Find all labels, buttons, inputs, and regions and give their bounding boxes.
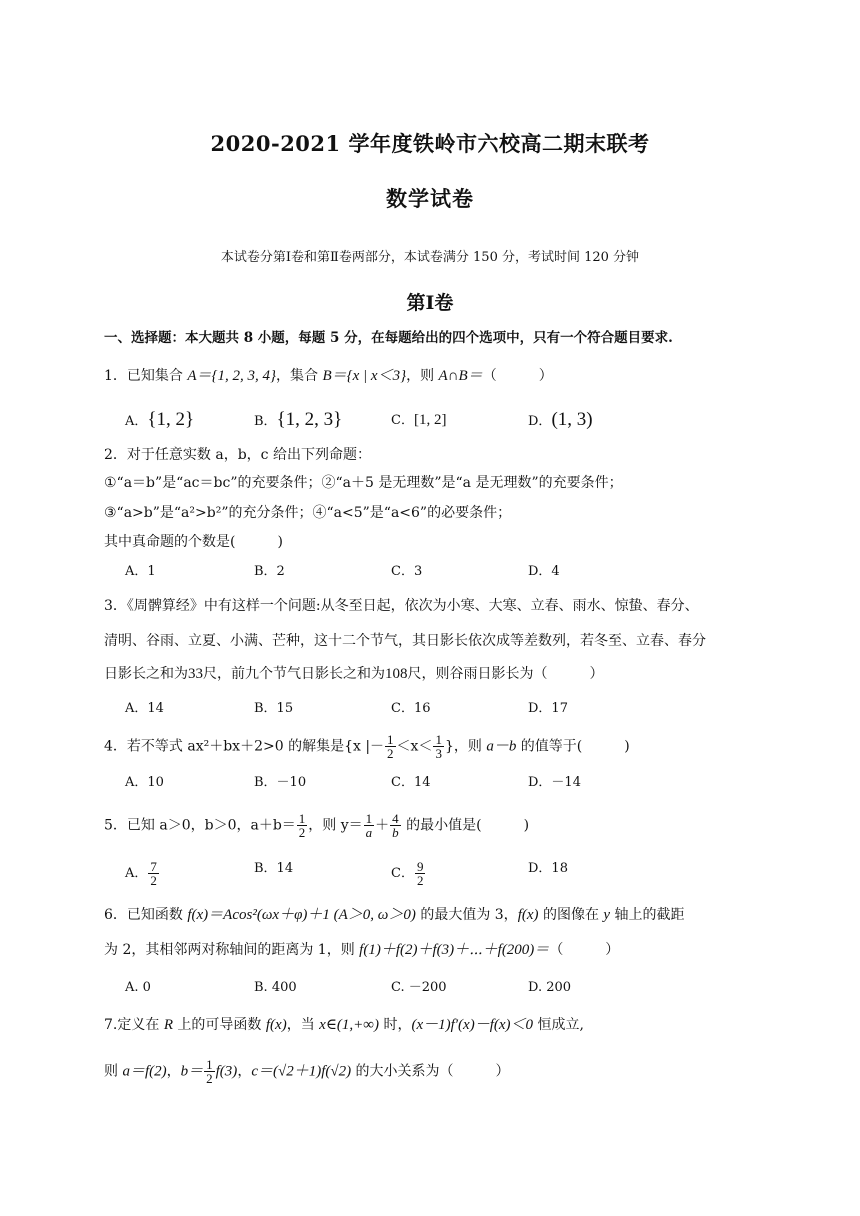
q3-value-2: 108	[385, 666, 408, 682]
denominator: 3	[435, 746, 442, 761]
option-value: [1, 2]	[413, 412, 447, 428]
q1-option-a	[125, 411, 194, 431]
q7-r: R	[163, 1017, 173, 1033]
q6-option-b: B. 400	[254, 980, 297, 995]
q7-sep: ，	[166, 1063, 181, 1080]
q3-value-1: 33	[188, 666, 203, 682]
q5-plus: ＋	[375, 817, 390, 834]
option-value: {1, 2, 3}	[276, 409, 343, 430]
q6-fx: f(x)	[517, 907, 539, 923]
question-6-line-1	[104, 906, 685, 924]
option-value: {1, 2}	[147, 409, 195, 430]
q1-option-b	[254, 411, 342, 431]
fraction-third	[433, 733, 444, 760]
q4-text-tail: }，则	[444, 738, 487, 755]
q3-option-b: B．15	[254, 701, 294, 716]
q6-y: y	[603, 907, 611, 923]
q6-text-2: 为 2，其相邻两对称轴间的距离为 1，则	[104, 942, 360, 958]
denominator: 2	[387, 746, 394, 761]
q1-text-mid: ，集合	[276, 368, 323, 384]
numerator: 9	[416, 859, 424, 874]
q2-option-d: D．4	[528, 564, 560, 579]
numerator: 1	[206, 1057, 213, 1072]
question-5	[104, 812, 529, 839]
option-label: B．14	[254, 861, 294, 876]
q4-option-d: D．－14	[528, 775, 581, 790]
question-2-line-2: ③“a>b”是“a²>b²”的充分条件；④“a<5”是“a<6”的必要条件；	[104, 505, 512, 521]
q5-option-b	[254, 860, 293, 878]
question-3-line-2: 清明、谷雨、立夏、小满、芒种，这十二个节气，其日影长依次成等差数列，若冬至、立春、春分	[104, 633, 706, 649]
denominator: 2	[298, 825, 306, 840]
exam-subject: 数学试卷	[386, 186, 474, 211]
fraction-half	[385, 733, 396, 760]
q5-option-d	[528, 860, 568, 878]
question-6-line-2	[104, 941, 619, 959]
q7-b: b＝	[180, 1063, 204, 1080]
q4-text-end: 的值等于( )	[516, 738, 630, 755]
q3-text-tail: 尺，则谷雨日影长为（ ）	[407, 666, 604, 682]
option-label: A．	[125, 414, 148, 429]
question-2-line-1: ①“a＝b”是“ac＝bc”的充要条件；②“a＋5 是无理数”是“a 是无理数”的充要条件；	[104, 475, 623, 491]
set-a: A＝{1, 2, 3, 4}	[187, 368, 277, 384]
question-3-line-3	[104, 665, 604, 683]
q7-inequality: (x－1)f′(x)－f(x)＜0	[411, 1017, 534, 1033]
q4-text-mid: ＜x＜	[396, 738, 433, 755]
a-cap-b: A∩B＝	[438, 368, 483, 384]
denominator: b	[392, 825, 399, 840]
q4-option-a: A．10	[125, 775, 164, 790]
q7-condition: x∈(1,+∞)	[319, 1017, 379, 1033]
numerator: 7	[150, 859, 157, 874]
question-3-line-1: 3．《周髀算经》中有这样一个问题:从冬至日起，依次为小寒、大寒、立春、雨水、惊蛰、春分、	[104, 598, 699, 614]
option-value: (1, 3)	[551, 409, 593, 430]
option-label: C．	[391, 413, 414, 428]
numerator: 4	[392, 811, 399, 826]
q2-option-b: B．2	[254, 564, 285, 579]
q7-sep-2: ，	[237, 1063, 252, 1080]
q6-paren: （ ）	[549, 942, 620, 958]
question-2-stem: 2．对于任意实数 a，b，c 给出下列命题：	[104, 447, 371, 463]
option-label: B．	[254, 414, 277, 429]
q7-a: a＝f(2)	[122, 1063, 167, 1080]
q6-text: 6．已知函数	[104, 907, 188, 923]
q7-text-end-2: 的大小关系为（ ）	[351, 1063, 510, 1080]
q6-text-mid: 的最大值为 3，	[415, 907, 518, 923]
question-7-line-2	[104, 1058, 510, 1085]
set-b: B＝{x | x＜3}	[322, 368, 407, 384]
q4-option-c: C．14	[391, 775, 431, 790]
denominator: 2	[206, 1071, 213, 1086]
denominator: a	[365, 825, 373, 840]
q1-paren: （ ）	[482, 368, 553, 384]
fraction-nine-halves	[415, 860, 426, 887]
option-label: D．18	[528, 861, 568, 876]
q6-text-end: 轴上的截距	[610, 907, 685, 923]
denominator: 2	[416, 873, 424, 888]
q7-text-2: 则	[104, 1063, 123, 1080]
question-7-line-1	[104, 1016, 584, 1034]
q2-option-a: A．1	[125, 564, 156, 579]
fraction-one-over-a	[364, 812, 375, 839]
denominator: 2	[150, 873, 157, 888]
q7-text-end: 恒成立,	[533, 1017, 584, 1033]
q3-option-d: D．17	[528, 701, 568, 716]
fraction-half	[297, 812, 308, 839]
q6-function: f(x)＝Acos²(ωx＋φ)＋1 (A＞0, ω＞0)	[187, 907, 416, 923]
q5-text-end: 的最小值是( )	[401, 817, 530, 834]
q3-text-mid: 尺，前九个节气日影长之和为	[203, 666, 385, 682]
q6-option-d: D. 200	[528, 980, 572, 995]
q1-option-c	[391, 411, 446, 430]
q7-b-func: f(3)	[215, 1063, 238, 1080]
numerator: 1	[435, 732, 442, 747]
q5-option-a	[125, 860, 160, 887]
numerator: 1	[298, 811, 306, 826]
q6-option-c: C. －200	[391, 980, 447, 995]
q6-sum: f(1)＋f(2)＋f(3)＋⋯＋f(200)＝	[359, 942, 550, 958]
q4-expr: a－b	[486, 738, 517, 755]
part-heading: 第Ⅰ卷	[406, 292, 454, 314]
fraction-seven-halves	[148, 860, 159, 887]
fraction-half	[204, 1058, 215, 1085]
q1-option-d	[528, 411, 593, 431]
q4-option-b: B．－10	[254, 775, 307, 790]
q3-option-c: C．16	[391, 701, 431, 716]
q7-text-mid-2: ，当	[286, 1017, 320, 1033]
q7-c: c＝(√2＋1)f(√2)	[251, 1063, 352, 1080]
exam-intro: 本试卷分第Ⅰ卷和第Ⅱ卷两部分，本试卷满分 150 分，考试时间 120 分钟	[220, 250, 640, 265]
q7-text-mid: 上的可导函数	[172, 1017, 266, 1033]
exam-title: 2020-2021 学年度铁岭市六校高二期末联考	[210, 131, 650, 156]
q6-text-mid-2: 的图像在	[538, 907, 604, 923]
q4-text: 4．若不等式 ax²＋bx＋2>0 的解集是{x |－	[104, 738, 385, 755]
numerator: 1	[365, 811, 373, 826]
question-2-line-3: 其中真命题的个数是( )	[104, 534, 283, 550]
q7-fx: f(x)	[265, 1017, 287, 1033]
q3-text: 日影长之和为	[104, 666, 188, 682]
option-label: D．	[528, 414, 552, 429]
q3-option-a: A．14	[125, 701, 164, 716]
question-4	[104, 733, 630, 760]
option-label: C．	[391, 866, 414, 881]
question-1	[104, 367, 553, 385]
fraction-four-over-b	[390, 812, 401, 839]
q5-option-c	[391, 860, 426, 887]
q1-text: 1．已知集合	[104, 368, 188, 384]
q7-text: 7.定义在	[104, 1017, 164, 1033]
q7-text-mid-3: 时，	[379, 1017, 412, 1033]
section-heading: 一、选择题：本大题共 8 小题，每题 5 分，在每题给出的四个选项中，只有一个符合题目要求.	[104, 330, 673, 346]
numerator: 1	[387, 732, 394, 747]
q6-option-a: A. 0	[125, 980, 151, 995]
q2-option-c: C．3	[391, 564, 423, 579]
q5-text-mid: ，则 y＝	[308, 817, 363, 834]
option-label: A．	[125, 866, 148, 881]
q1-text-tail: ，则	[406, 368, 439, 384]
q5-text: 5．已知 a＞0，b＞0，a＋b＝	[104, 817, 296, 834]
